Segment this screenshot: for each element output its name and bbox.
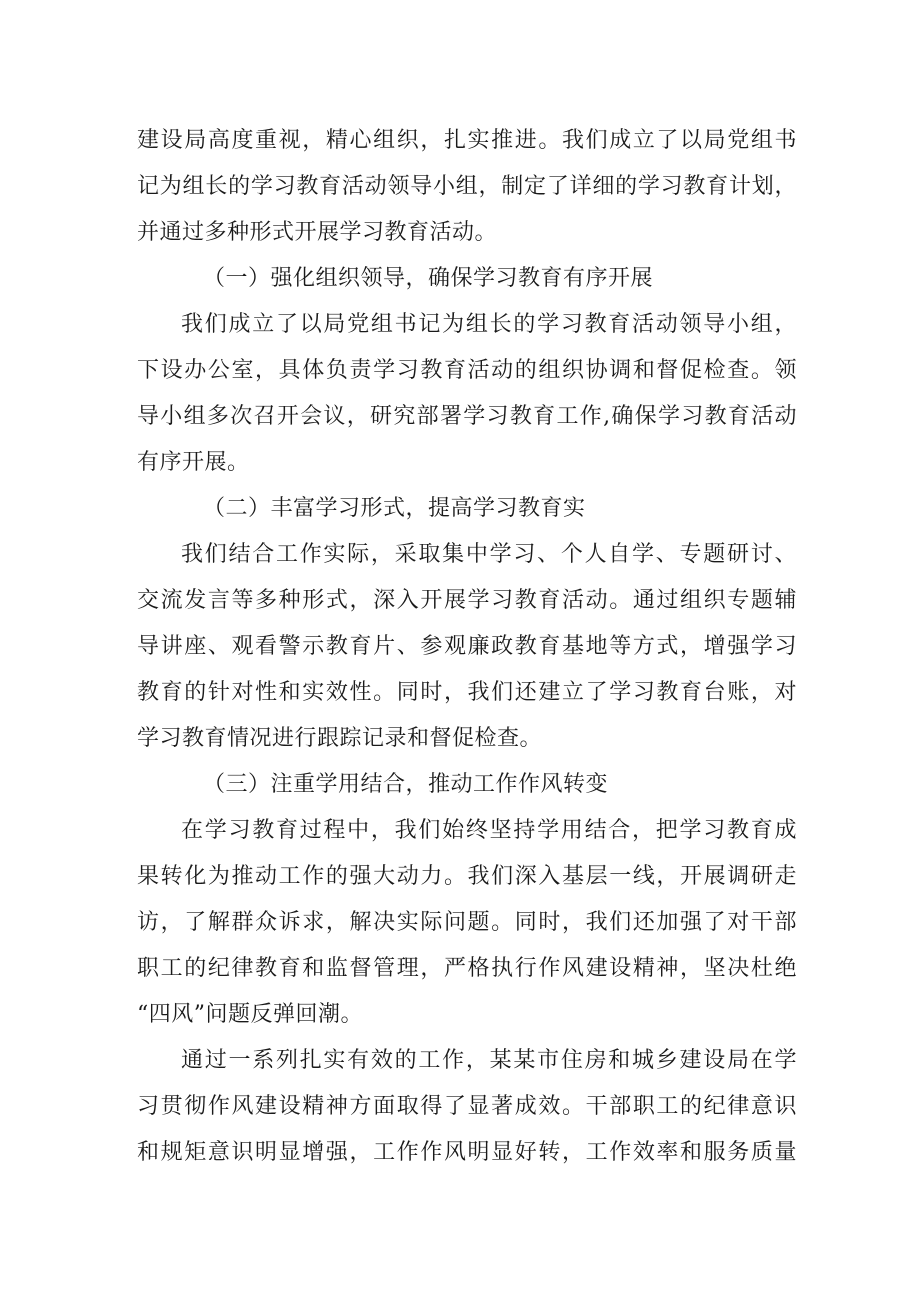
paragraph-line: 习贯彻作风建设精神方面取得了显著成效。干部职工的纪律意识: [137, 1094, 797, 1119]
paragraph-line: 记为组长的学习教育活动领导小组，制定了详细的学习教育计划，: [137, 174, 797, 199]
paragraph-line: 导小组多次召开会议，研究部署学习教育工作,确保学习教育活动: [137, 404, 797, 429]
paragraph-line: 在学习教育过程中，我们始终坚持学用结合，把学习教育成: [181, 818, 797, 843]
paragraph-line: 我们结合工作实际，采取集中学习、个人自学、专题研讨、: [181, 542, 797, 567]
paragraph-line: 我们成立了以局党组书记为组长的学习教育活动领导小组，: [181, 312, 797, 337]
paragraph-line: 职工的纪律教育和监督管理，严格执行作风建设精神，坚决杜绝: [137, 956, 797, 981]
paragraph-line: 果转化为推动工作的强大动力。我们深入基层一线，开展调研走: [137, 864, 797, 889]
paragraph-line: “四风”问题反弹回潮。: [137, 1002, 363, 1027]
paragraph-line: 交流发言等多种形式，深入开展学习教育活动。通过组织专题辅: [137, 588, 797, 613]
paragraph-line: 建设局高度重视，精心组织，扎实推进。我们成立了以局党组书: [137, 128, 797, 153]
paragraph-line: 通过一系列扎实有效的工作，某某市住房和城乡建设局在学: [181, 1048, 797, 1073]
document-body: [137, 118, 797, 1176]
paragraph-line: 学习教育情况进行跟踪记录和督促检查。: [137, 726, 543, 751]
section-heading: （二）丰富学习形式，提高学习教育实: [203, 496, 586, 521]
section-heading: （三）注重学用结合，推动工作作风转变: [203, 772, 609, 797]
paragraph-line: 和规矩意识明显增强，工作作风明显好转，工作效率和服务质量: [137, 1140, 797, 1165]
section-heading: （一）强化组织领导，确保学习教育有序开展: [203, 266, 654, 291]
paragraph-line: 教育的针对性和实效性。同时，我们还建立了学习教育台账，对: [137, 680, 797, 705]
paragraph-line: 有序开展。: [137, 450, 250, 475]
paragraph-line: 导讲座、观看警示教育片、参观廉政教育基地等方式，增强学习: [137, 634, 797, 659]
paragraph-line: 并通过多种形式开展学习教育活动。: [137, 220, 498, 245]
paragraph-line: 下设办公室，具体负责学习教育活动的组织协调和督促检查。领: [137, 358, 797, 383]
paragraph-line: 访，了解群众诉求，解决实际问题。同时，我们还加强了对干部: [137, 910, 797, 935]
